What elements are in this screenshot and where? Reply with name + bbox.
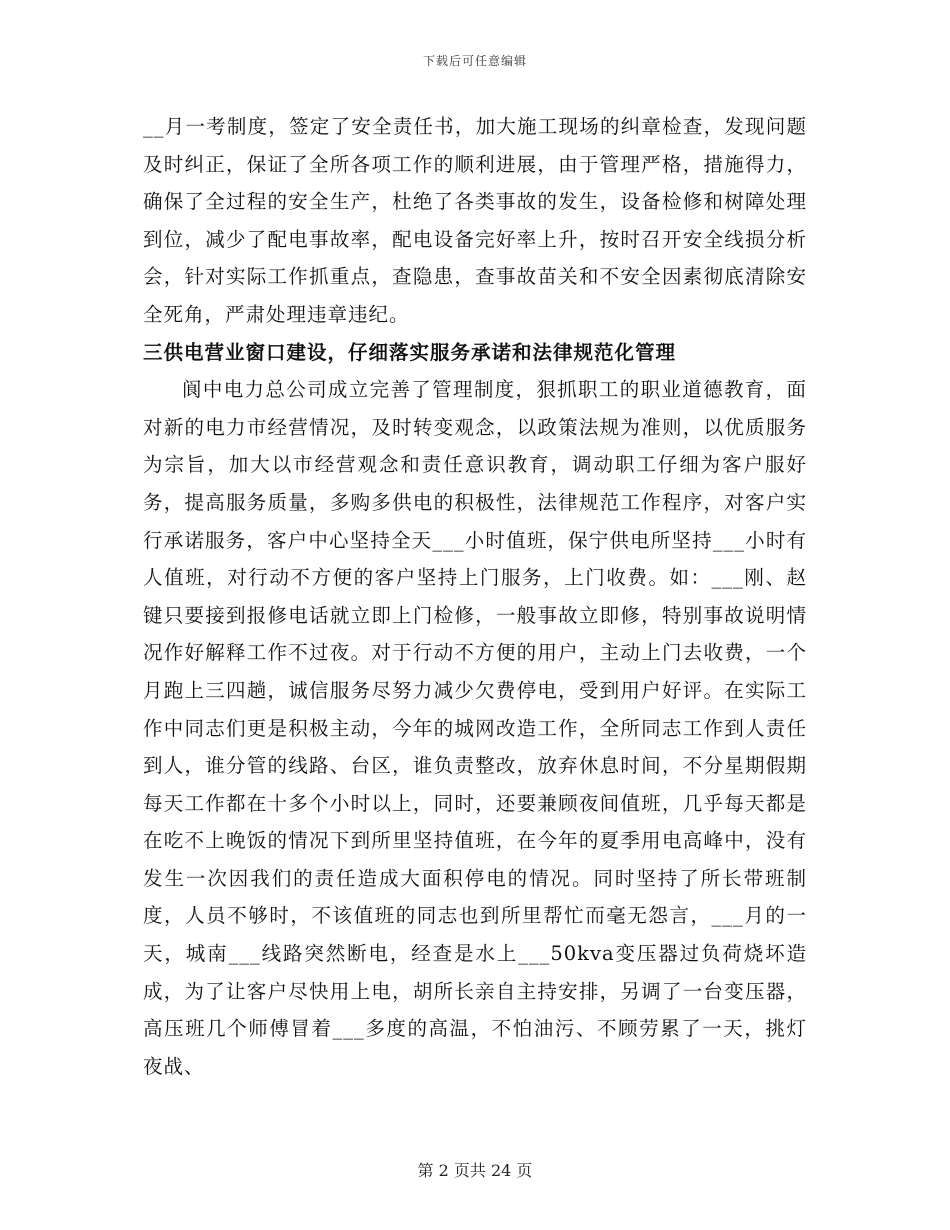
section-heading: 三供电营业窗口建设，仔细落实服务承诺和法律规范化管理: [143, 340, 677, 364]
paragraph-safety: __月一考制度，签定了安全责任书，加大施工现场的纠章检查，发现问题及时纠正，保证了全所各项工作的顺利进展，由于管理严格，措施得力，确保了全过程的安全生产，杜绝了各类事故的发生，设备检修和树障处理到位，减少了配电事故率，配电设备完好率上升，按时召开安全线损分析会，针对实际工作抓重点，查隐患，查事故苗关和不安全因素彻底清除安全死角，严肃处理违章违纪。: [143, 115, 807, 326]
paragraph-service: 阆中电力总公司成立完善了管理制度，狠抓职工的职业道德教育，面对新的电力市经营情况，及时转变观念，以政策法规为准则，以优质服务为宗旨，加大以市经营观念和责任意识教育，调动职工仔细为客户服好务，提高服务质量，多购多供电的积极性，法律规范工作程序，对客户实行承诺服务，客户中心坚持全天___小时值班，保宁供电所坚持___小时有人值班，对行动不方便的客户坚持上门服务，上门收费。如：___刚、赵键只要接到报修电话就立即上门检修，一般事故立即修，特别事故说明情况作好解释工作不过夜。对于行动不方便的用户，主动上门去收费，一个月跑上三四趟，诚信服务尽努力减少欠费停电，受到用户好评。在实际工作中同志们更是积极主动，今年的城网改造工作，全所同志工作到人责任到人，谁分管的线路、台区，谁负责整改，放弃休息时间，不分星期假期每天工作都在十多个小时以上，同时，还要兼顾夜间值班，几乎每天都是在吃不上晚饭的情况下到所里坚持值班，在今年的夏季用电高峰中，没有发生一次因我们的责任造成大面积停电的情况。同时坚持了所长带班制度，人员不够时，不该值班的同志也到所里帮忙而毫无怨言，___月的一天，城南___线路突然断电，经查是水上___50kva变压器过负荷烧坏造成，为了让客户尽快用上电，胡所长亲自主持安排，另调了一台变压器，高压班几个师傅冒着___多度的高温，不怕油污、不顾劳累了一天，挑灯夜战、: [143, 378, 807, 1078]
page-header: 下载后可任意编辑: [422, 54, 527, 68]
page-footer: 第 2 页共 24 页: [417, 1161, 533, 1180]
document-body: [143, 108, 807, 1085]
